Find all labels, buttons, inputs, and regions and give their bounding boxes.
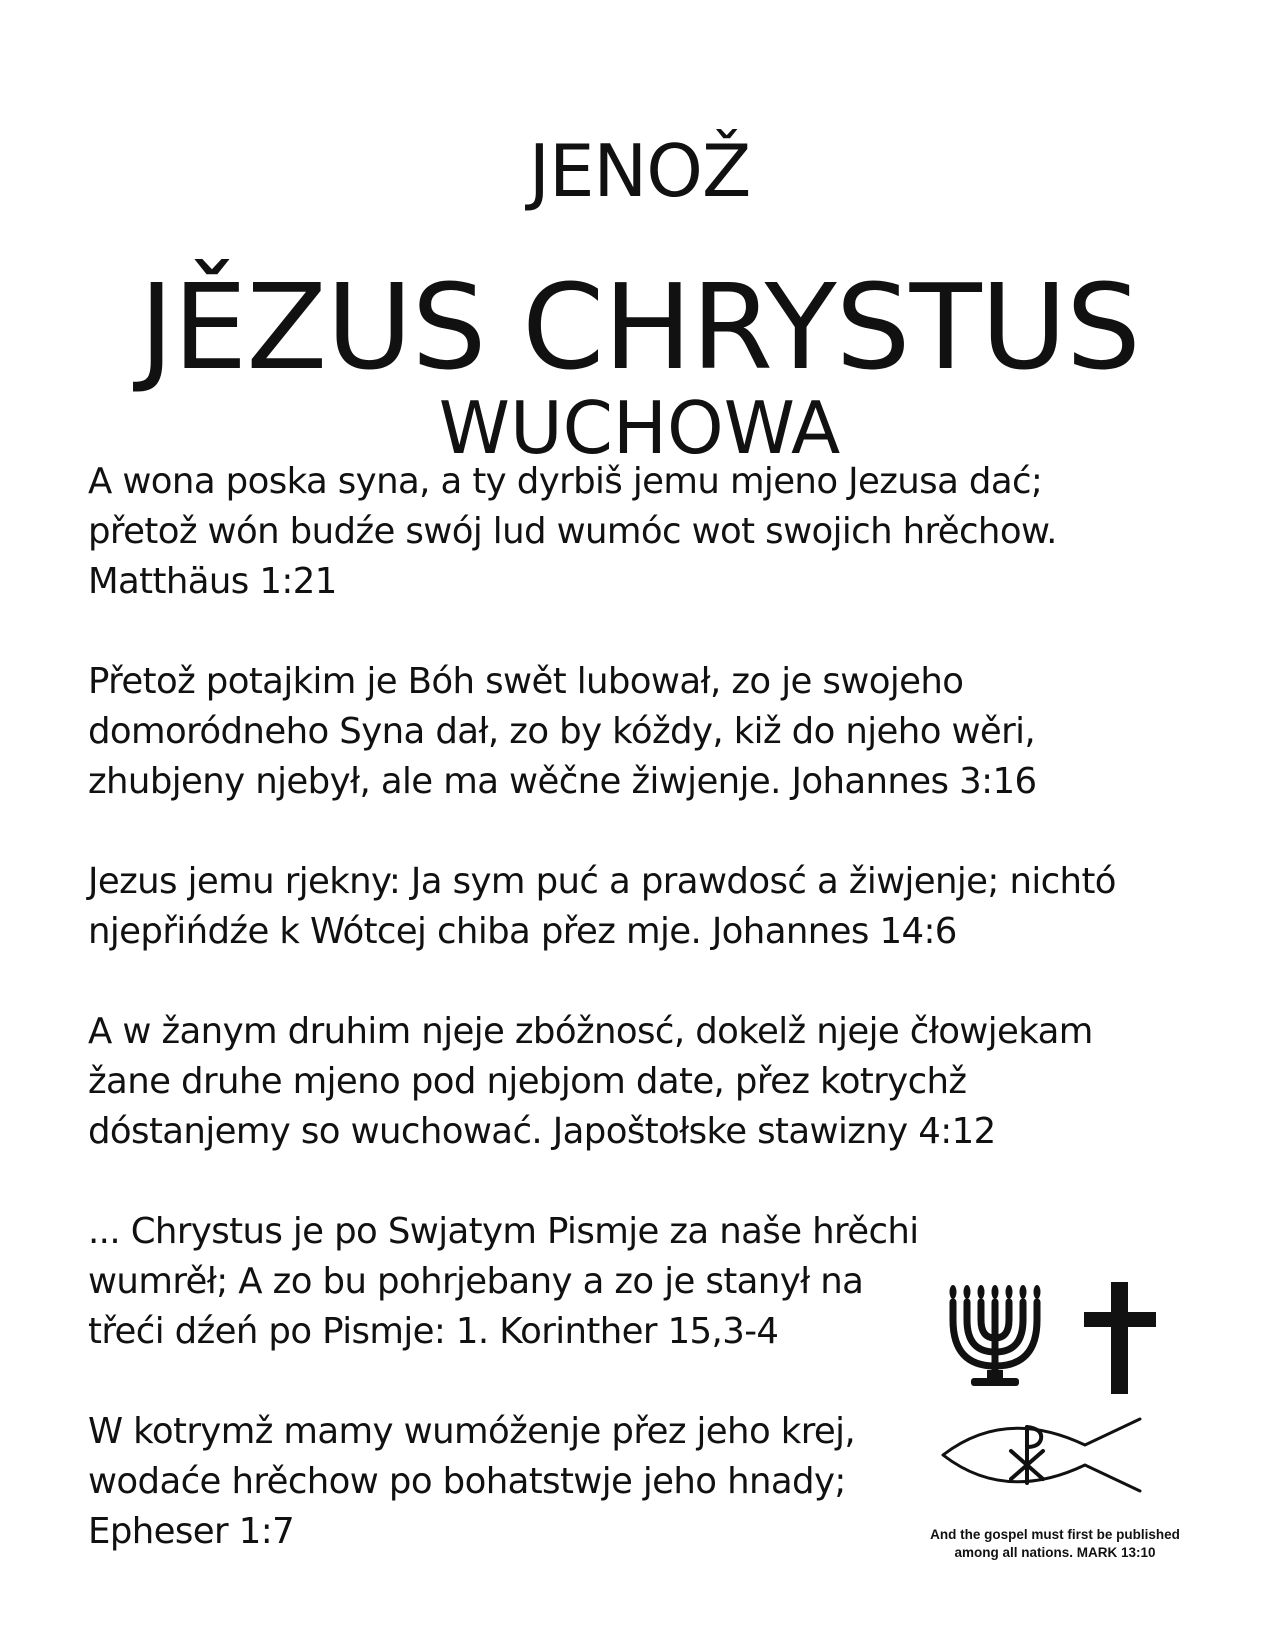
verse-line: ... Chrystus je po Swjatym Pismje za naše hrěchi xyxy=(88,1211,919,1252)
verse-line: přetož wón budźe swój lud wumóc wot swojich hrěchow. xyxy=(88,511,1057,552)
verse-line: Epheser 1:7 xyxy=(88,1511,295,1552)
verse-line: Přetož potajkim je Bóh swět lubował, zo je swojeho xyxy=(88,661,964,702)
verse-line: wumrěł; A zo bu pohrjebany a zo je stanył na xyxy=(88,1261,864,1302)
menorah-icon xyxy=(935,1280,1055,1400)
footer-line: among all nations. MARK 13:10 xyxy=(954,1545,1156,1560)
verse-line: Matthäus 1:21 xyxy=(88,561,337,602)
ichthys-chi-rho-icon xyxy=(935,1415,1170,1495)
verse-line: A w žanym druhim njeje zbóžnosć, dokelž njeje čłowjekam xyxy=(88,1011,1093,1052)
verse-line: A wona poska syna, a ty dyrbiš jemu mjeno Jezusa dać; xyxy=(88,461,1043,502)
verse-john-14-6 xyxy=(88,857,1116,957)
religious-symbols xyxy=(935,1280,1185,1560)
cross-icon xyxy=(1080,1280,1160,1400)
verse-line: domoródneho Syna dał, zo by kóždy, kiž do njeho wěri, xyxy=(88,711,1036,752)
verse-ephesians-1-7 xyxy=(88,1407,855,1557)
footer-quote-mark-13-10 xyxy=(905,1526,1205,1562)
title-line-3: WUCHOWA xyxy=(438,386,841,471)
footer-line: And the gospel must first be published xyxy=(930,1527,1180,1542)
verse-1-corinthians-15-3-4 xyxy=(88,1207,919,1357)
verse-line: wodaće hrěchow po bohatstwje jeho hnady; xyxy=(88,1461,846,1502)
verse-john-3-16 xyxy=(88,657,1036,807)
verse-line: žane druhe mjeno pod njebjom date, přez kotrychž xyxy=(88,1061,967,1102)
verse-line: dóstanjemy so wuchować. Japoštołske stawizny 4:12 xyxy=(88,1111,996,1152)
verse-acts-4-12 xyxy=(88,1007,1093,1157)
title-line-2: JĚZUS CHRYSTUS xyxy=(139,258,1140,397)
verse-line: Jezus jemu rjekny: Ja sym puć a prawdosć a žiwjenje; nichtó xyxy=(88,861,1116,902)
title-line-1: JENOŽ xyxy=(528,129,751,214)
verse-line: zhubjeny njebył, ale ma wěčne žiwjenje. Johannes 3:16 xyxy=(88,761,1037,802)
verse-line: W kotrymž mamy wumóženje přez jeho krej, xyxy=(88,1411,856,1452)
verse-line: njepřińdźe k Wótcej chiba přez mje. Johannes 14:6 xyxy=(88,911,957,952)
verse-matthew-1-21 xyxy=(88,457,1057,607)
verse-line: třeći dźeń po Pismje: 1. Korinther 15,3-4 xyxy=(88,1311,779,1352)
